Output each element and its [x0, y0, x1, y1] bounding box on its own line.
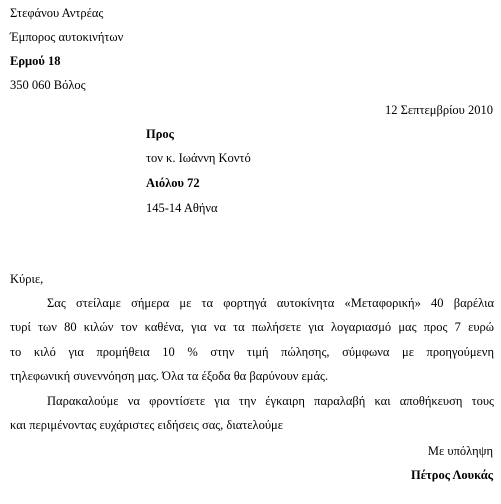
salutation: Κύριε, [10, 272, 44, 286]
body-paragraph-1-line-2: τυρί των 80 κιλών τον καθένα, για να τα πωλήσετε για λογαριασμό μας προς 7 ευρώ [10, 320, 494, 334]
sender-city: 350 060 Βόλος [10, 78, 86, 92]
recipient-street: Αιόλου 72 [146, 176, 200, 190]
recipient-name: τον κ. Ιωάννη Κοντό [146, 151, 251, 165]
sender-name: Στεφάνου Αντρέας [10, 6, 104, 20]
closing: Με υπόληψη [427, 444, 493, 458]
recipient-to-label: Προς [146, 127, 174, 141]
sender-occupation: Έμπορος αυτοκινήτων [10, 30, 124, 44]
signature: Πέτρος Λουκάς [410, 468, 493, 482]
body-paragraph-2-line-2: και περιμένοντας ευχάριστες ειδήσεις σας, διατελούμε [10, 418, 283, 432]
body-paragraph-1-line-4: τηλεφωνική συνεννόηση μας. Όλα τα έξοδα θα βαρύνουν εμάς. [10, 369, 329, 383]
sender-street: Ερμού 18 [10, 54, 61, 68]
body-paragraph-2-line-1: Παρακαλούμε να φροντίσετε για την έγκαιρη παραλαβή και αποθήκευση τους [47, 394, 494, 408]
recipient-city: 145-14 Αθήνα [146, 201, 218, 215]
letter-date: 12 Σεπτεμβρίου 2010 [385, 103, 493, 117]
body-paragraph-1-line-1: Σας στείλαμε σήμερα με τα φορτηγά αυτοκίνητα «Μεταφορική» 40 βαρέλια [47, 296, 494, 310]
body-paragraph-1-line-3: το κιλό για προμήθεια 10 % στην τιμή πώλησης, σύμφωνα με προηγούμενη [10, 345, 494, 359]
